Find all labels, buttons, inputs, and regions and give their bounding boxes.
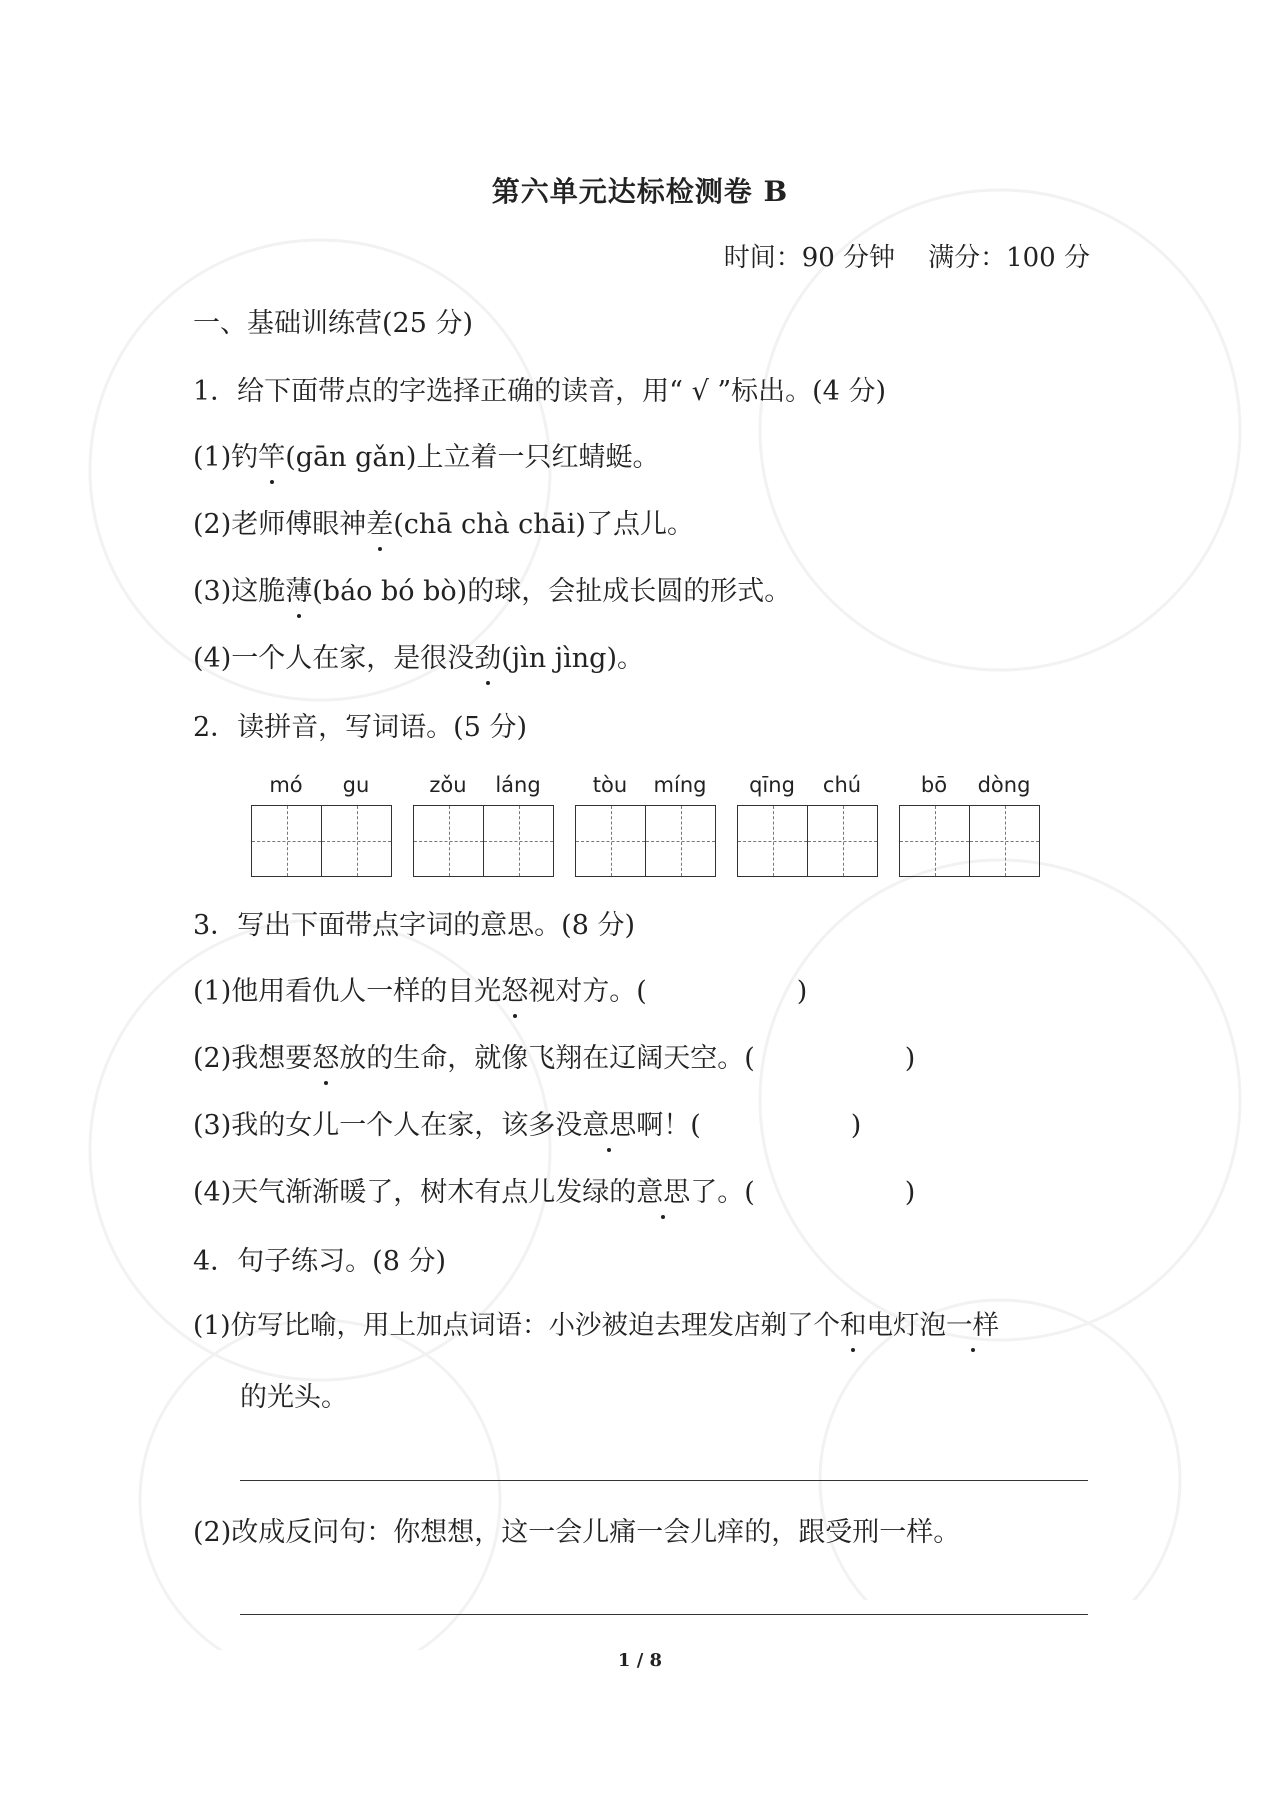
word-box-2 [413,773,554,879]
pinyin-label: zǒu [429,773,467,797]
q3-heading: 3．写出下面带点字词的意思。(8 分) [193,910,636,941]
q2-heading: 2．读拼音，写词语。(5 分) [193,712,528,743]
q3-item-4: (4)天气渐渐暖了，树木有点儿发绿的意思了。( ) [193,1175,915,1211]
answer-line[interactable] [240,1614,1088,1615]
page-number: 1 / 8 [617,1650,663,1671]
q3-item-2: (2)我想要怒放的生命，就像飞翔在辽阔天空。( ) [193,1041,915,1077]
q3-item-1: (1)他用看仇人一样的目光怒视对方。( ) [193,974,807,1010]
dotted-char: 怒 [501,974,528,1010]
pinyin-label: gu [342,773,370,797]
pinyin-label: láng [495,773,541,797]
q4-item-1-cont: 的光头。 [240,1382,348,1413]
q1-item-4: (4)一个人在家，是很没劲(jìn jìng)。 [193,641,644,677]
pinyin-label: míng [653,773,707,797]
dotted-char: 竿 [258,440,285,476]
dotted-char: 意思 [636,1175,690,1211]
word-box-1 [251,773,392,879]
pinyin-label: qīng [749,773,795,797]
q4-item-1: (1)仿写比喻，用上加点词语：小沙被迫去理发店剃了个和电灯泡一样 [193,1308,999,1344]
dotted-char: 薄 [285,574,312,610]
q1-item-2: (2)老师傅眼神差(chā chà chāi)了点儿。 [193,507,694,543]
dotted-char: 劲 [474,641,501,677]
writing-grid[interactable] [251,805,392,877]
pinyin-label: mó [269,773,303,797]
exam-meta: 时间：90 分钟 满分：100 分 [723,243,1090,273]
writing-grid[interactable] [899,805,1040,877]
dotted-char: 意思 [582,1108,636,1144]
dotted-char: 怒 [312,1041,339,1077]
q4-item-2: (2)改成反问句：你想想，这一会儿痛一会儿痒的，跟受刑一样。 [193,1517,961,1548]
q1-item-1: (1)钓竿(gān gǎn)上立着一只红蜻蜓。 [193,440,659,476]
q3-item-3: (3)我的女儿一个人在家，该多没意思啊！( ) [193,1108,861,1144]
answer-line[interactable] [240,1480,1088,1481]
q1-item-3: (3)这脆薄(báo bó bò)的球，会扯成长圆的形式。 [193,574,791,610]
writing-grid[interactable] [737,805,878,877]
q1-heading: 1．给下面带点的字选择正确的读音，用“ √ ”标出。(4 分) [193,376,886,407]
q4-heading: 4．句子练习。(8 分) [193,1246,447,1277]
pinyin-label: chú [822,773,862,797]
pinyin-label: bō [920,773,948,797]
dotted-char: 一样 [946,1308,999,1344]
section-heading: 一、基础训练营(25 分) [193,308,474,339]
page-title: 第六单元达标检测卷 B [491,175,789,208]
dotted-char: 差 [366,507,393,543]
writing-grid[interactable] [413,805,554,877]
word-box-5 [899,773,1040,879]
writing-grid[interactable] [575,805,716,877]
dotted-char: 和 [840,1308,867,1344]
pinyin-label: tòu [592,773,628,797]
word-box-4 [737,773,878,879]
word-box-3 [575,773,716,879]
pinyin-label: dòng [977,773,1031,797]
